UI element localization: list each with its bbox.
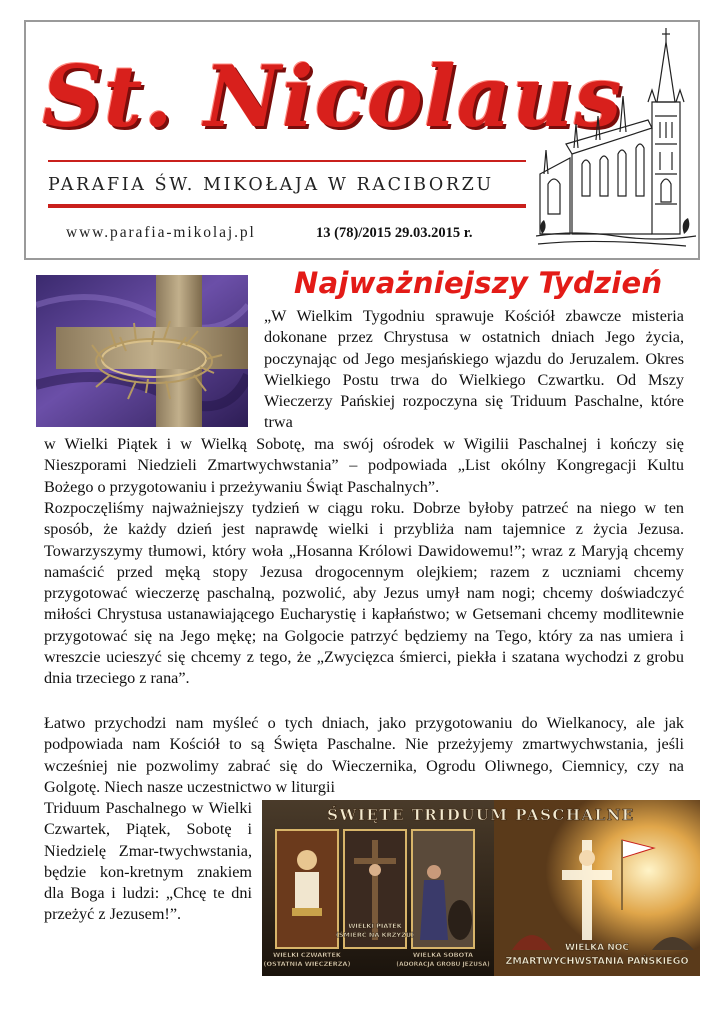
masthead-rule-bottom	[48, 204, 526, 208]
article-headline: Najważniejszy Tydzień	[294, 266, 663, 300]
article-paragraph-3: Łatwo przychodzi nam myśleć o tych dniach, jako przygotowaniu do Wielkanocy, ale jak podpowiada nam Kościół to są Święta Paschalne. Nie przeżyjemy zmartwychwstania, jeśli wcześniej nie pozwolimy zabrać się do Wieczernika, Ogrodu Oliwnego, Ciemnicy, czy na Golgotę. Niech nasze uczestnictwo w liturgii	[44, 714, 684, 796]
cross-thorns-photo	[36, 275, 248, 427]
panel-2-caption: WIELKI PIĄTEK	[348, 922, 402, 930]
triduum-banner-image	[262, 800, 700, 976]
triduum-banner-title: ŚWIĘTE TRIDUUM PASCHALNE	[327, 806, 635, 824]
masthead-rule-top	[48, 160, 526, 162]
issue-number-date: 13 (78)/2015 29.03.2015 r.	[316, 225, 473, 241]
masthead	[24, 20, 700, 260]
website-link[interactable]: www.parafia-mikolaj.pl	[66, 224, 256, 241]
parish-name: PARAFIA ŚW. MIKOŁAJA W RACIBORZU	[48, 175, 494, 195]
article-intro: „W Wielkim Tygodniu sprawuje Kościół zbawcze misteria dokonane przez Chrystusa w ostatnich dniach Jego życia, poczynając od Jego mesjańskiego wjazdu do Jeruzalem. Okres Wielkiego Postu trwa do Wielkiego Czwartku. Od Mszy Wieczerzy Pańskiej rozpoczyna się Triduum Paschalne, które trwa	[264, 307, 684, 432]
article-intro-continued: w Wielki Piątek i w Wielką Sobotę, ma swój ośrodek w Wigilii Paschalnej i kończy się Nieszporami Niedzieli Zmartwychwstania” – podpowiada „List okólny Kongregacji Kultu Bożego o przygotowaniu i przeżywaniu Świąt Paschalnych”.	[44, 435, 684, 496]
panel-1-subcaption: (OSTATNIA WIECZERZA)	[263, 960, 351, 968]
church-illustration	[536, 24, 696, 258]
masthead-title: St. Nicolaus	[42, 47, 623, 146]
panel-4-subcaption: ZMARTWYCHWSTANIA PAŃSKIEGO	[505, 956, 689, 967]
panel-2-subcaption: (ŚMIERĆ NA KRZYŻU)	[335, 931, 415, 939]
panel-3-subcaption: (ADORACJA GROBU JEZUSA)	[396, 961, 490, 968]
article-paragraph-2: Rozpoczęliśmy najważniejszy tydzień w ciągu roku. Dobrze byłoby patrzeć na niego w ten sposób, że każdy dzień jest naprawdę wielki i przybliża nam tajemnice z życia Jezusa. Towarzyszymy tłumowi, który woła „Hosanna Królowi Dawidowemu!”; wraz z Maryją chcemy namaścić przed męką stopy Jezusa drogocennym olejkiem; razem z uczniami chcemy przygotować wieczerzę paschalną, pozwolić, aby Jezus umył nam nogi; chcemy doświadczyć miłości Chrystusa ustanawiającego Eucharystię i kapłaństwo; w Getsemani chcemy modlitewnie przygotować się na Jego mękę; na Golgocie patrzyć będziemy na Tego, który za nas umiera i wreszcie ucieszyć się chcemy z tego, że „Zwycięzca śmierci, piekła i szatana wychodzi z grobu dnia trzeciego z rana”.	[44, 499, 684, 688]
panel-4-caption: WIELKA NOC	[564, 943, 630, 953]
panel-1-caption: WIELKI CZWARTEK	[273, 951, 341, 959]
article-paragraph-3-narrow: Triduum Paschalnego w Wielki Czwartek, Piątek, Sobotę i Niedzielę Zmar-twychwstania, będzie kon-kretnym znakiem dla Boga i ludzi: „Chcę te dni przeżyć z Jezusem!”.	[44, 799, 252, 924]
panel-3-caption: WIELKA SOBOTA	[412, 951, 474, 959]
